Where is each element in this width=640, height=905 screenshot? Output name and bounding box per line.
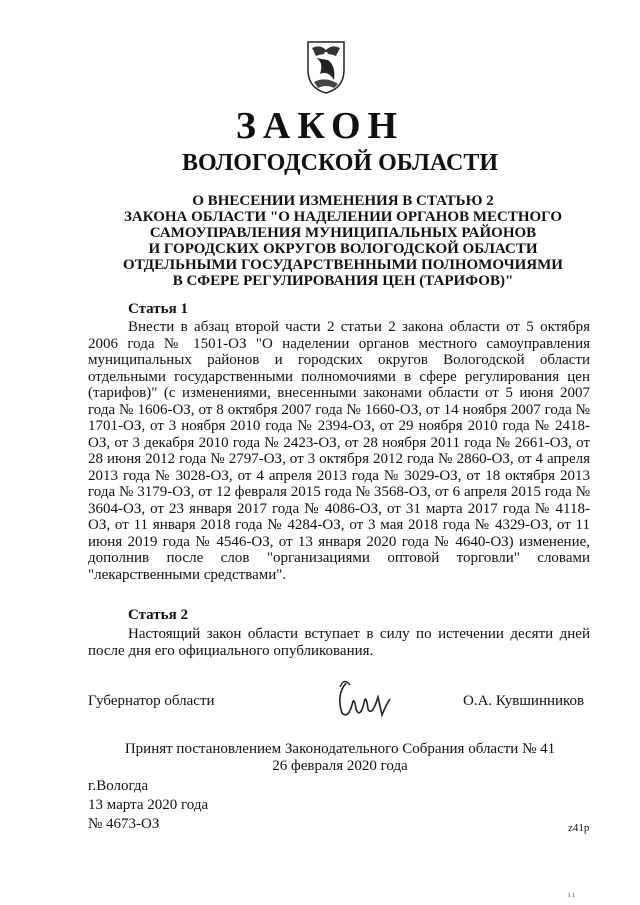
adoption-line-2: 26 февраля 2020 года — [272, 758, 408, 774]
handwritten-signature — [334, 675, 394, 725]
article-1-text: Внести в абзац второй части 2 статьи 2 закона области от 5 октября 2006 года № 1501-ОЗ "О наделении органов местного самоуправления муниципальных районов и городских округов Вологодской области отдельными государственными полномочиями в сфере регулирования цен (тарифов)" (с изменениями, внесенными законами области от 5 июня 2007 года № 1606-ОЗ, от 8 октября 2007 года № 1660-ОЗ, от 14 ноября 2007 года № 1701-ОЗ, от 3 ноября 2010 года № 2394-ОЗ, от 29 ноября 2010 года № 2418-ОЗ, от 3 декабря 2010 года № 2423-ОЗ, от 28 ноября 2011 года № 2661-ОЗ, от 28 июня 2012 года № 2797-ОЗ, от 3 октября 2012 года № 2860-ОЗ, от 4 апреля 2013 года № 3028-ОЗ, от 4 апреля 2013 года № 3029-ОЗ, от 18 октября 2013 года № 3179-ОЗ, от 12 февраля 2015 года № 3568-ОЗ, от 6 апреля 2015 года № 3604-ОЗ, от 23 января 2017 года № 4086-ОЗ, от 31 марта 2017 года № 4118-ОЗ, от 11 января 2018 года № 4284-ОЗ, от 3 мая 2018 года № 4329-ОЗ, от 11 июня 2019 года № 4546-ОЗ, от 13 января 2020 года № 4640-ОЗ) изменение, дополнив после слов "организациями оптовой торговли" словами "лекарственными средствами". — [88, 319, 590, 583]
footer-marks: ı ı — [568, 890, 575, 899]
law-heading — [96, 193, 590, 289]
article-2-title: Статья 2 — [128, 607, 188, 623]
article-1-title: Статья 1 — [128, 301, 188, 317]
heading-line: И ГОРОДСКИХ ОКРУГОВ ВОЛОГОДСКОЙ ОБЛАСТИ — [148, 241, 538, 257]
signing-date: 13 марта 2020 года — [88, 797, 209, 813]
article-2-text: Настоящий закон области вступает в силу по истечении десяти дней после дня его официального опубликования. — [88, 626, 590, 659]
heading-line: САМОУПРАВЛЕНИЯ МУНИЦИПАЛЬНЫХ РАЙОНОВ — [149, 225, 537, 241]
heading-line: ЗАКОНА ОБЛАСТИ "О НАДЕЛЕНИИ ОРГАНОВ МЕСТНОГО — [123, 209, 563, 225]
document-title: ЗАКОН — [235, 105, 405, 147]
signer-title: Губернатор области — [88, 693, 215, 709]
document-code: z41p — [568, 822, 590, 834]
adoption-note — [0, 741, 640, 775]
signing-place: г.Вологда — [88, 778, 149, 794]
adoption-line-1: Принят постановлением Законодательного Собрания области № 41 — [124, 741, 556, 757]
signing-details — [88, 777, 208, 834]
law-number: № 4673-ОЗ — [88, 816, 160, 832]
heading-line: ОТДЕЛЬНЫМИ ГОСУДАРСТВЕННЫМИ ПОЛНОМОЧИЯМИ — [123, 257, 563, 273]
coat-of-arms-icon — [306, 40, 346, 95]
document-subtitle: ВОЛОГОДСКОЙ ОБЛАСТИ — [181, 150, 499, 176]
heading-line: В СФЕРЕ РЕГУЛИРОВАНИЯ ЦЕН (ТАРИФОВ)" — [172, 273, 514, 289]
heading-line: О ВНЕСЕНИИ ИЗМЕНЕНИЯ В СТАТЬЮ 2 — [192, 193, 494, 209]
signer-name: О.А. Кувшинников — [463, 693, 585, 709]
